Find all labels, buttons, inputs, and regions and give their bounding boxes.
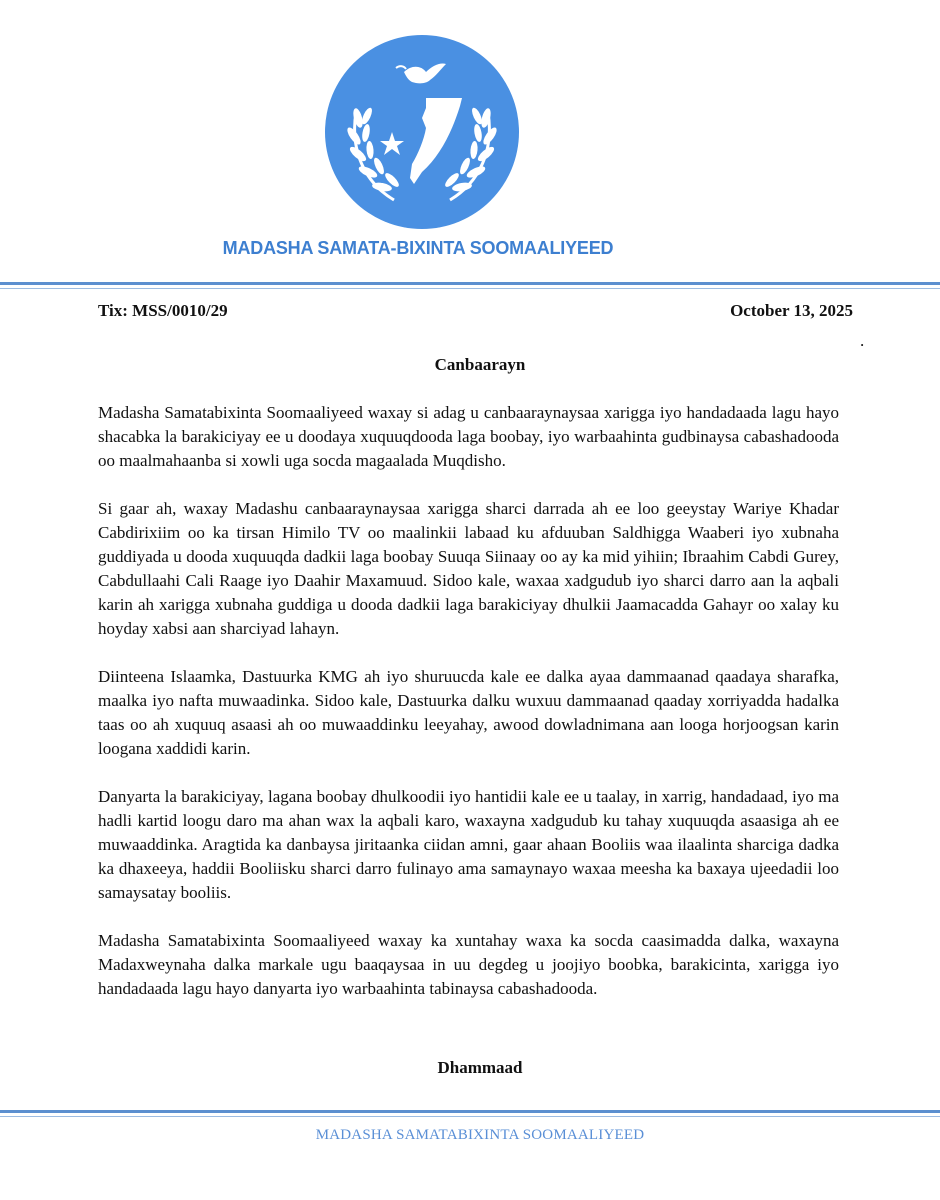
- body-paragraph-5: Madasha Samatabixinta Soomaaliyeed waxay ka xuntahay waxa ka socda caasimadda dalka, waxayna Madaxweynaha dalka markale ugu baaqaysaa in uu degdeg u joojiyo boobka, barakicinta, xarigga iyo handadaada lagu hayo danyarta iyo warbaahinta tabinaysa cabashadooda.: [98, 931, 839, 998]
- header-divider: [0, 282, 940, 285]
- letter-title: Canbaarayn: [434, 355, 526, 374]
- closing-word: Dhammaad: [437, 1058, 523, 1077]
- logo-emblem-icon: [322, 32, 522, 232]
- organization-logo: [322, 32, 522, 232]
- reference-number: Tix: MSS/0010/29: [98, 301, 228, 320]
- header-divider-thin: [0, 288, 940, 289]
- organization-name-header: MADASHA SAMATA-BIXINTA SOOMAALIYEED: [222, 238, 614, 258]
- body-paragraph-2: Si gaar ah, waxay Madashu canbaaraynaysaa xarigga sharci darrada ah ee loo geeystay Wariye Khadar Cabdirixiim oo ka tirsan Himilo TV oo maalinkii labaad ku afduuban Saldhigga Waaberi iyo xubnaha guddiyada u dooda xuquuqda dadkii laga boobay Suuqa Siinaay oo ay ka mid yihiin; Ibraahim Cabdi Gurey, Cabdullaahi Cali Raage iyo Daahir Maxamuud. Sidoo kale, waxaa xadgudub iyo sharci darro aan la aqbali karin ah xarigga xubnaha guddiga u dooda dadkii laga barakiciyay dhulkii Jaamacadda Gahayr oo xalay ku hoyday xabsi aan sharciyad lahayn.: [98, 499, 839, 638]
- body-paragraph-1: Madasha Samatabixinta Soomaaliyeed waxay si adag u canbaaraynaysaa xarigga iyo handadaada lagu hayo shacabka la barakiciyay ee u doodaya xuquuqdooda laga boobay, iyo warbaahinta gudbinaysa cabashadooda oo maalmahaanba si xowli uga socda magaalada Muqdisho.: [98, 403, 839, 470]
- footer-divider-thin: [0, 1116, 940, 1117]
- letter-body: [98, 401, 839, 1025]
- body-paragraph-4: Danyarta la barakiciyay, lagana boobay dhulkoodii iyo hantidii kale ee u taalay, in xarrig, handadaad, iyo ma hadli kartid loogu daro ma ahan wax la aqbali karo, waxayna xadgudub ku tahay xuquuqda asaasiga ah ee muwaaddinka. Aragtida ka danbaysa jiritaanka ciidan amni, gaar ahaan Booliis waa ilaalinta sharciga dadka ka dhaxeeya, haddii Booliisku sharci darro fulinayo ama samaynayo waxaa meesha ka baxaya ujeedadii loo samaysatay booliis.: [98, 787, 839, 902]
- letter-date: October 13, 2025: [730, 301, 853, 320]
- body-paragraph-3: Diinteena Islaamka, Dastuurka KMG ah iyo shuruucda kale ee dalka ayaa dammaanad qaadaya sharafka, maalka iyo nafta muwaadinka. Sidoo kale, Dastuurka dalku wuxuu dammaanad qaaday xorriyadda hadalka taas oo ah xuquuq asaasi ah oo muwaaddinku leeyahay, awood dowladnimana aan looga horjoogsan karin loogana xaddidi karin.: [98, 667, 839, 758]
- date-dot: .: [860, 331, 865, 350]
- footer-organization-name: MADASHA SAMATABIXINTA SOOMAALIYEED: [315, 1127, 645, 1143]
- footer-divider: [0, 1110, 940, 1113]
